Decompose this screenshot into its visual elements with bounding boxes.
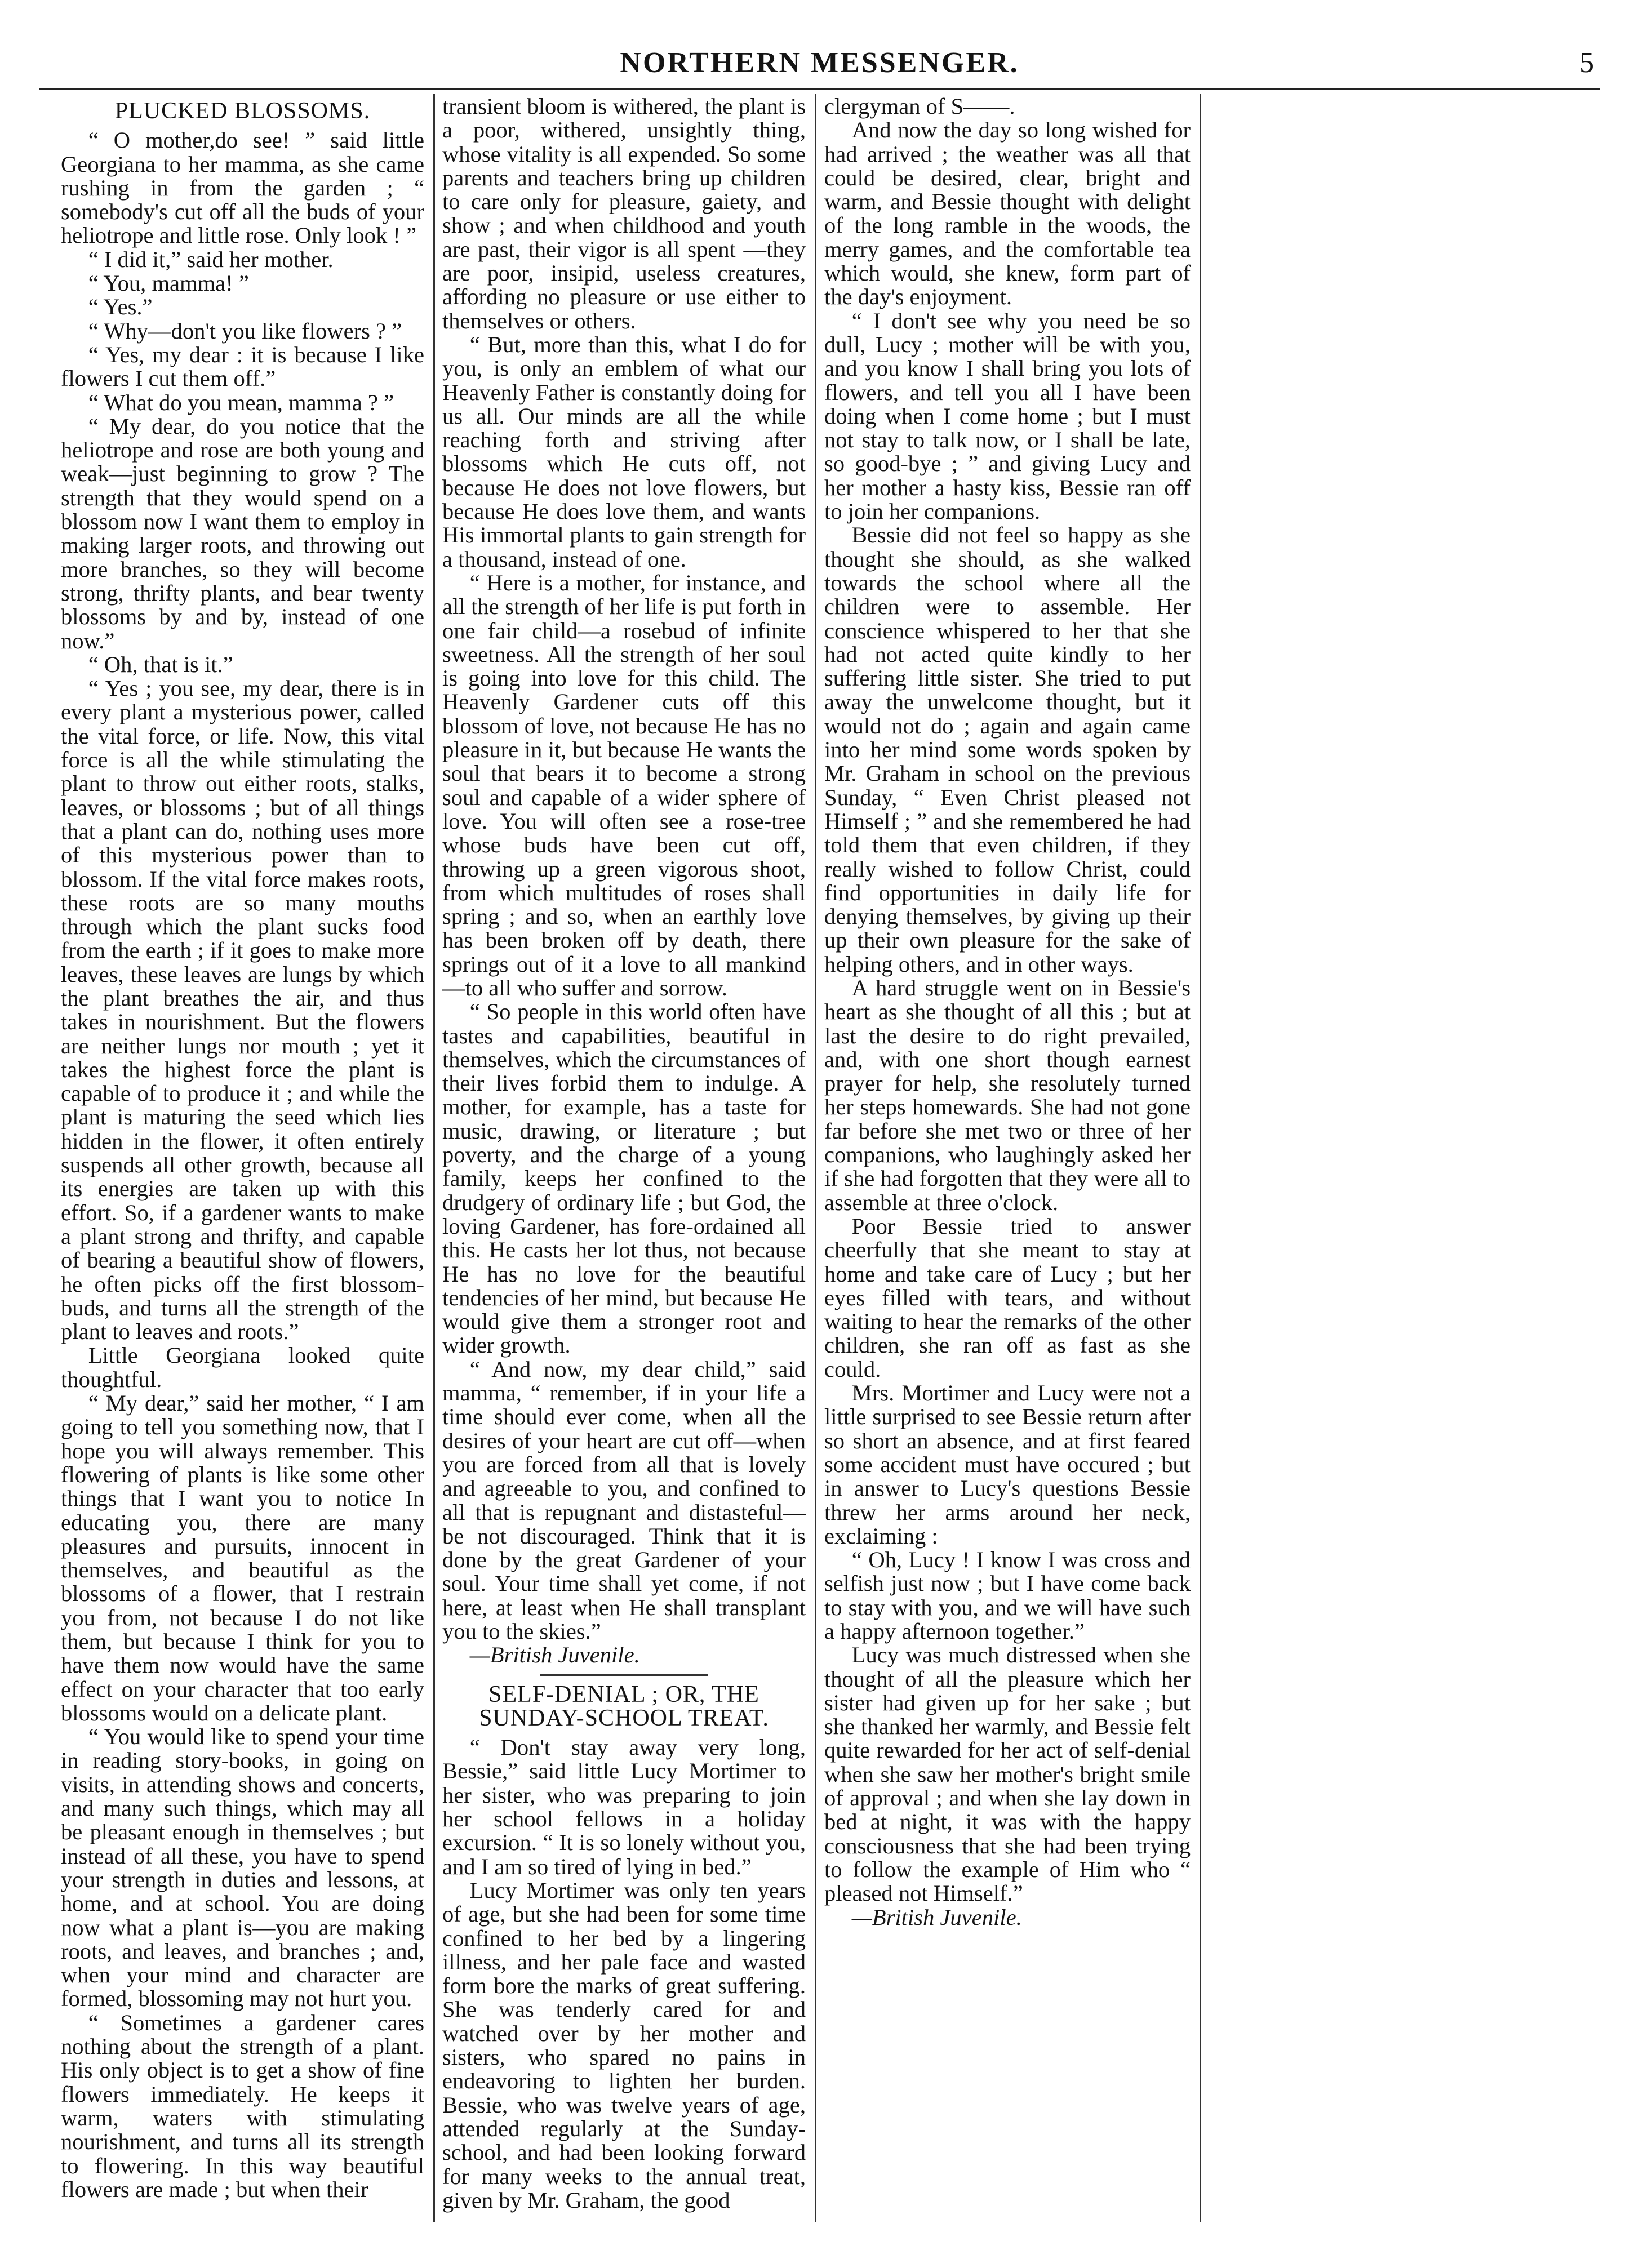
article-separator — [540, 1674, 708, 1676]
article-paragraph: “ Yes, my dear : it is because I like flowers I cut them off.” — [61, 341, 424, 392]
column-2 — [442, 95, 806, 2224]
article-paragraph: Lucy Mortimer was only ten years of age, but she had been for some time confined to her bed by a lingering illness, and her pale face and wasted form bore the marks of great suffering. She was tenderly cared for and watched over by her mother and sisters, who spared no pains in endeavoring to lighten her burden. Bessie, who was twelve years of age, attended regularly at the Sunday-school, and had been looking forward for many weeks to the annual treat, given by Mr. Graham, the good — [442, 1877, 806, 2213]
article-paragraph: “ Yes.” — [88, 294, 153, 320]
article-paragraph: “ Oh, Lucy ! I know I was cross and selfish just now ; but I have come back to stay with you, and we will have such a happy afternoon together.” — [824, 1547, 1191, 1644]
column-divider — [1200, 94, 1201, 2222]
article-paragraph: “ Why—don't you like flowers ? ” — [88, 318, 402, 344]
article-paragraph: “ O mother,do see! ” said little Georgiana to her mamma, as she came rushing in from the garden ; “ somebody's cut off all the buds of your heliotrope and little rose. Only look ! ” — [61, 127, 424, 248]
article-paragraph: Lucy was much distressed when she thought of all the pleasure which her sister had given up for her sake ; but she thanked her warmly, and Bessie felt quite rewarded for her act of self-denial when she saw her mother's bright smile of approval ; and when she lay down in bed at night, it was with the happy consciousness that she had been trying to follow the example of Him who “ pleased not Himself.” — [824, 1642, 1191, 1906]
page-number: 5 — [1579, 47, 1594, 79]
article-paragraph: “ You, mamma! ” — [88, 270, 249, 296]
article-paragraph-continued: clergyman of S——. — [824, 95, 1015, 119]
article-title: PLUCKED BLOSSOMS. — [114, 98, 371, 124]
article-paragraph: “ So people in this world often have tastes and capabilities, beautiful in themselves, which the circumstances of their lives forbid them to indulge. A mother, for example, has a taste for music, drawing, or literature ; but poverty, and the charge of a young family, keeps her confined to the drudgery of ordinary life ; but God, the loving Gardener, has fore-ordained all this. He casts her lot thus, not because He has no love for the beautiful tendencies of her mind, but because He would give them a stronger root and wider growth. — [442, 999, 806, 1358]
column-3 — [824, 95, 1191, 2224]
article-paragraph: “ My dear, do you notice that the heliotrope and rose are both young and weak—just beginning to grow ? The strength that they would spend on a blossom now I want them to employ in making larger roots, and throwing out more branches, so they will become strong, thrifty plants, and bear twenty blossoms by and by, instead of one now.” — [61, 413, 424, 653]
article-paragraph: “ Sometimes a gardener cares nothing about the strength of a plant. His only object is to get a show of fine flowers immediately. He keeps it warm, waters with stimulating nourishment, and turns all its strength to flowering. In this way beautiful flowers are made ; but when their — [61, 2009, 424, 2202]
column-1 — [61, 95, 424, 2224]
column-4 — [1210, 95, 1582, 2224]
article-paragraph: “ You would like to spend your time in reading story-books, in going on visits, in attending shows and concerts, and many such things, which may all be pleasant enough in themselves ; but instead of all these, you have to spend your strength in duties and lessons, at home, and at school. You are doing now what a plant is—you are making roots, and leaves, and branches ; and, when your mind and character are formed, blossoming may not hurt you. — [61, 1724, 424, 2012]
article-paragraph: Mrs. Mortimer and Lucy were not a little surprised to see Bessie return after so short an absence, and at first feared some accident must have occured ; but in answer to Lucy's questions Bessie threw her arms around her neck, exclaiming : — [824, 1380, 1191, 1549]
article-source-credit — [442, 1643, 806, 1667]
masthead — [39, 41, 1600, 86]
article-paragraph: “ Here is a mother, for instance, and all the strength of her life is put forth in one fair child—a rosebud of infinite sweetness. All the strength of her soul is going into love for this child. The Heavenly Gardener cuts off this blossom of love, not because He has no pleasure in it, but because He wants the soul that bears it to become a strong soul and capable of a wider sphere of love. You will often see a rose-tree whose buds have been cut off, throwing up a green vigorous shoot, from which multitudes of roses shall spring ; and so, when an earthly love has been broken off by death, there springs out of it a love to all mankind—to all who suffer and sorrow. — [442, 570, 806, 1000]
article-title: SELF-DENIAL ; OR, THE SUNDAY-SCHOOL TREAT. — [479, 1681, 769, 1731]
article-paragraph: “ I don't see why you need be so dull, Lucy ; mother will be with you, and you know I shall bring you lots of flowers, and tell you all I have been doing when I come home ; but I must not stay to talk now, or I shall be late, so good-bye ; ” and giving Lucy and her mother a hasty kiss, Bessie ran off to join her companions. — [824, 308, 1191, 524]
article-paragraph: “ I did it,” said her mother. — [88, 246, 334, 272]
source-credit: —British Juvenile. — [851, 1904, 1022, 1930]
column-divider — [433, 94, 435, 2222]
article-paragraph: “ My dear,” said her mother, “ I am going to tell you something now, that I hope you will always remember. This flowering of plants is like some other things that I want you to notice In educating you, there are many pleasures and pursuits, innocent in themselves, and beautiful as the blossoms of a flower, that I restrain you from, not because I do not like them, but because I think for you to have them now would have the same effect on your character that too early blossoms would on a delicate plant. — [61, 1390, 424, 1726]
article-paragraph: “ Oh, that is it.” — [88, 651, 233, 677]
article-paragraph: Bessie did not feel so happy as she thought she should, as she walked towards the school where all the children were to assemble. Her conscience whispered to her that she had not acted quite kindly to her suffering little sister. She tried to put away the unwelcome thought, but it would not do ; again and again came into her mind some words spoken by Mr. Graham in school on the previous Sunday, “ Even Christ pleased not Himself ; ” and she remembered he had told them that even children, if they really wished to follow Christ, could find opportunities in daily life for denying themselves, by giving up their up their own pleasure for the sake of helping others, and in other ways. — [824, 522, 1191, 977]
article-paragraph: Little Georgiana looked quite thoughtful. — [61, 1342, 424, 1392]
article-paragraph: “ Yes ; you see, my dear, there is in every plant a mysterious power, called the vital force, or life. Now, this vital force is all the while stimulating the plant to throw out either roots, stalks, leaves, or blossoms ; but of all things that a plant can do, nothing uses more of this mysterious power than to blossom. If the vital force makes roots, these roots are so many mouths through which the plant sucks food from the earth ; if it goes to make more leaves, these leaves are lungs by which the plant breathes the air, and thus takes in nourishment. But the flowers are neither lungs nor mouth ; yet it takes the highest force the plant is capable of to produce it ; and while the plant is maturing the seed which lies hidden in the flower, it often entirely suspends all other growth, because all its energies are taken up with this effort. So, if a gardener wants to make a plant strong and thrifty, and capable of bearing a beautiful show of flowers, he often picks off the first blossom-buds, and turns all the strength of the plant to leaves and roots.” — [61, 675, 424, 1345]
article-paragraph: A hard struggle went on in Bessie's heart as she thought of all this ; but at last the desire to do right prevailed, and, with one short though earnest prayer for help, she resolutely turned her steps homewards. She had not gone far before she met two or three of her companions, who laughingly asked her if she had forgotten that they were all to assemble at three o'clock. — [824, 975, 1191, 1215]
article-paragraph: “ Don't stay away very long, Bessie,” said little Lucy Mortimer to her sister, who was preparing to join her school fellows in a holiday excursion. “ It is so lonely without you, and I am so tired of lying in bed.” — [442, 1735, 806, 1879]
article-paragraph: “ What do you mean, mamma ? ” — [88, 389, 394, 415]
newspaper-title: NORTHERN MESSENGER. — [620, 47, 1019, 79]
masthead-rule — [39, 88, 1600, 90]
article-paragraph: “ And now, my dear child,” said mamma, “ remember, if in your life a time should ever come, when all the desires of your heart are cut off—when you are forced from all that is lovely and agreeable to you, and confined to all that is repugnant and distasteful—be not discouraged. Think that it is done by the great Gardener of your soul. Your time shall yet come, if not here, at least when He shall transplant you to the skies.” — [442, 1356, 806, 1644]
article-paragraph: And now the day so long wished for had arrived ; the weather was all that could be desired, clear, bright and warm, and Bessie thought with delight of the long ramble in the woods, the merry games, and the comfortable tea which would, she knew, form part of the day's enjoyment. — [824, 117, 1191, 310]
article-paragraph-continued: transient bloom is withered, the plant is a poor, withered, unsightly thing, whose vitality is all expended. So some parents and teachers bring up children to care only for pleasure, gaiety, and show ; and when childhood and youth are past, their vigor is all spent —they are poor, insipid, useless creatures, affording no pleasure or use either to themselves or others. — [442, 95, 806, 333]
column-divider — [815, 94, 816, 2222]
source-credit: —British Juvenile. — [469, 1642, 640, 1668]
article-source-credit — [824, 1906, 1191, 1929]
article-paragraph: “ But, more than this, what I do for you, is only an emblem of what our Heavenly Father is constantly doing for us all. Our minds are all the while reaching forth and striving after blossoms which He cuts off, not because He does not love flowers, but because He does love them, and wants His immortal plants to gain strength for a thousand, instead of one. — [442, 331, 806, 572]
article-paragraph: Poor Bessie tried to answer cheerfully that she meant to stay at home and take care of Lucy ; but her eyes filled with tears, and without waiting to hear the remarks of the other children, she ran off as fast as she could. — [824, 1213, 1191, 1382]
